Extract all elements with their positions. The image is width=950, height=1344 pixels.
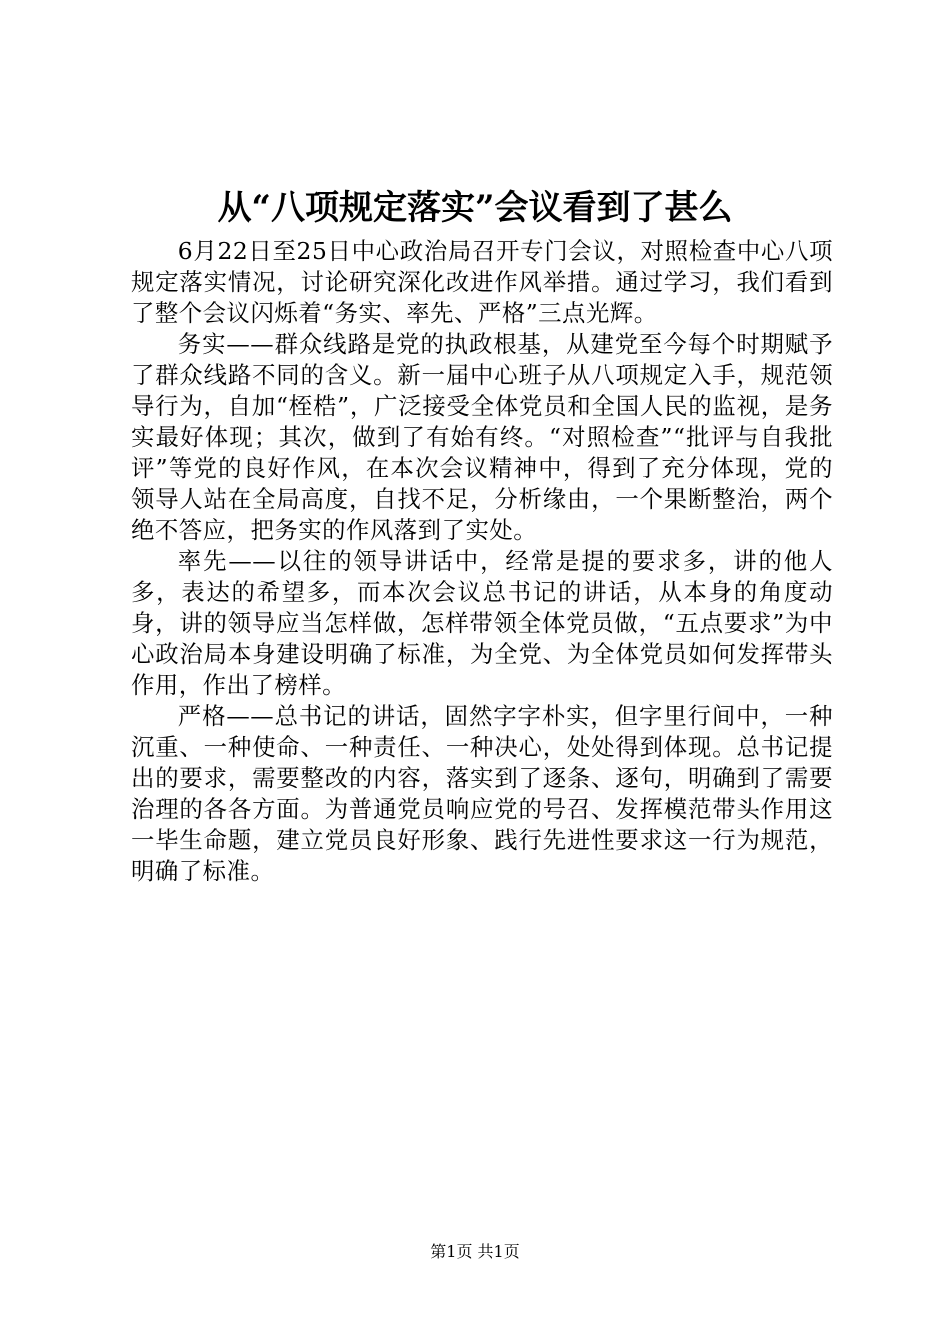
paragraph-pragmatic: 务实——群众线路是党的执政根基，从建党至今每个时期赋予了群众线路不同的含义。新一届中心班子从八项规定入手，规范领导行为，自加“桎梏”，广泛接受全体党员和全国人民的监视，是务实最好体现；其次，做到了有始有终。“对照检查”“批评与自我批评”等党的良好作风，在本次会议精神中，得到了充分体现，党的领导人站在全局高度，自找不足，分析缘由，一个果断整治，两个绝不答应，把务实的作风落到了实处。 <box>131 330 833 544</box>
paragraph-intro: 6月22日至25日中心政治局召开专门会议，对照检查中心八项规定落实情况，讨论研究深化改进作风举措。通过学习，我们看到了整个会议闪烁着“务实、率先、严格”三点光辉。 <box>131 237 833 327</box>
page-number-footer: 第1页 共1页 <box>430 1242 520 1261</box>
paragraph-strict: 严格——总书记的讲话，固然字字朴实，但字里行间中，一种沉重、一种使命、一种责任、一种决心，处处得到体现。总书记提出的要求，需要整改的内容，落实到了逐条、逐句，明确到了需要治理的各各方面。为普通党员响应党的号召、发挥模范带头作用这一毕生命题，建立党员良好形象、践行先进性要求这一行为规范，明确了标准。 <box>131 702 833 885</box>
paragraph-lead: 率先——以往的领导讲话中，经常是提的要求多，讲的他人多，表达的希望多，而本次会议总书记的讲话，从本身的角度动身，讲的领导应当怎样做，怎样带领全体党员做，“五点要求”为中心政治局本身建设明确了标准，为全党、为全体党员如何发挥带头作用，作出了榜样。 <box>131 547 833 699</box>
document-body <box>131 236 833 887</box>
document-title: 从“八项规定落实”会议看到了甚么 <box>217 188 733 228</box>
